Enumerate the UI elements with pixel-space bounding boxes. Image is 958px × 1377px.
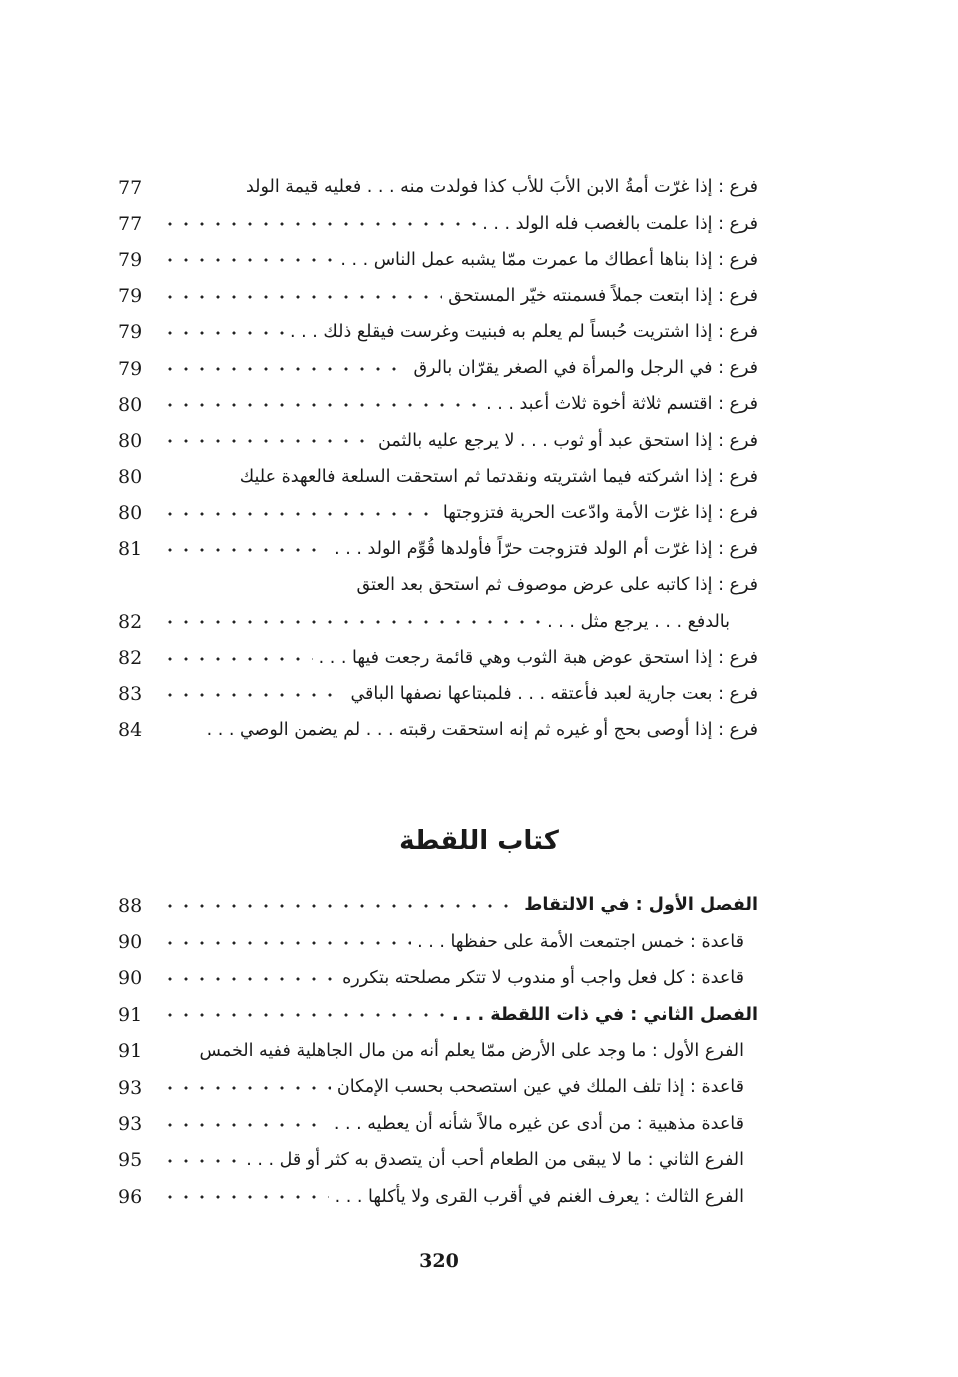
toc-entry (118, 1070, 758, 1106)
toc-entry (118, 568, 758, 604)
toc-entry (118, 924, 758, 960)
toc-page-number: 91 (118, 1040, 143, 1063)
toc-entry-text: فرع : في الرجل والمرأة في الصغر يقرّان بالرق (413, 358, 758, 379)
toc-entry-text: فرع : إذا غرّت أم الولد فتزوجت حرّاً فأولدها قُوِّم الولد . . . (334, 539, 758, 560)
toc-chapter-text: الفصل الأول : في الالتقاط (524, 895, 758, 916)
toc-entry-text: فرع : إذا اشتريت حُبساً لم يعلم به فبنيت وغرست فيقلع ذلك . . . (290, 322, 758, 343)
toc-entry (118, 640, 758, 676)
toc-page-number: 93 (118, 1113, 143, 1136)
toc-leader-dots (162, 363, 408, 375)
toc-leader-dots (162, 689, 344, 701)
toc-entry (118, 888, 758, 924)
toc-page-number: 77 (118, 212, 143, 235)
toc-entry (118, 713, 758, 749)
toc-entry (118, 387, 758, 423)
toc-entry (118, 496, 758, 532)
toc-leader-dots (162, 900, 518, 912)
toc-leader-dots (162, 1155, 240, 1167)
toc-entry (118, 1179, 758, 1215)
toc-entry (118, 961, 758, 997)
toc-entry-text: فرع : إذا استحق عبد أو ثوب . . . لا يرجع عليه بالثمن (378, 430, 758, 451)
toc-entry-text: فرع : بعت جارية لعبد فأعتقه . . . فلمبتاعها نصفها الباقي (350, 683, 758, 704)
toc-entry (118, 206, 758, 242)
toc-entry-text: قاعدة : خمس اجتمعت الأمة على حفظها . . . (417, 931, 744, 952)
toc-page-number: 80 (118, 429, 143, 452)
toc-entry-text: قاعدة : كل فعل واجب أو مندوب لا تتكر مصلحته بتكرره (342, 968, 744, 989)
toc-leader-dots (162, 291, 442, 303)
toc-entry-text: بالدفع . . . يرجع مثل . . . (547, 611, 730, 632)
toc-page-number: 91 (118, 1003, 143, 1026)
toc-entry (118, 170, 758, 206)
toc-page-number: 79 (118, 285, 143, 308)
toc-entry (118, 242, 758, 278)
toc-page-number: 96 (118, 1185, 143, 1208)
toc-leader-dots (162, 1009, 446, 1021)
toc-entry (118, 351, 758, 387)
toc-leader-dots (162, 725, 201, 737)
toc-leader-dots (162, 1119, 328, 1131)
toc-leader-dots (162, 218, 476, 230)
toc-page-number: 88 (118, 894, 143, 917)
toc-page-number: 83 (118, 683, 143, 706)
toc-leader-dots (162, 1191, 329, 1203)
toc-page-number: 80 (118, 393, 143, 416)
toc-chapter-text: الفصل الثاني : في ذات اللقطة . . . (452, 1004, 758, 1025)
toc-leader-dots (162, 973, 336, 985)
toc-leader-dots (162, 544, 328, 556)
page-number: 320 (419, 1250, 459, 1272)
toc-page-number: 80 (118, 466, 143, 489)
toc-entry (118, 997, 758, 1033)
toc-leader-dots (162, 254, 334, 266)
toc-page-number: 82 (118, 647, 143, 670)
toc-entry-text: الفرع الثالث : يعرف الغنم في أقرب القرى ولا يأكلها . . . (334, 1186, 744, 1207)
toc-leader-dots (162, 653, 313, 665)
toc-entry (118, 460, 758, 496)
toc-leader-dots (162, 435, 372, 447)
toc-entry-text: فرع : إذا كاتبه على عرض موصوف ثم استحق بعد العتق (356, 575, 758, 596)
toc-entry-text: فرع : اقتسم ثلاثة أخوة ثلاث أعبد . . . (486, 394, 758, 415)
toc-page-number: 79 (118, 248, 143, 271)
toc-leader-dots (162, 616, 541, 628)
toc-leader-dots (162, 399, 480, 411)
toc-entry (118, 1034, 758, 1070)
toc-page-number: 82 (118, 610, 143, 633)
toc-leader-dots (162, 1046, 194, 1058)
toc-page-number: 90 (118, 967, 143, 990)
toc-page-number: 84 (118, 719, 143, 742)
toc-entry-text: فرع : إذا علمت بالغصب فله الولد . . . (482, 213, 758, 234)
toc-entry (118, 1143, 758, 1179)
toc-entry-text: قاعدة : إذا تلف الملك في عين استصحب بحسب الإمكان (336, 1077, 744, 1098)
toc-page-number: 93 (118, 1076, 143, 1099)
toc-page-number: 95 (118, 1149, 143, 1172)
toc-leader-dots (162, 472, 234, 484)
toc-page-number: 90 (118, 931, 143, 954)
toc-entry (118, 532, 758, 568)
toc-entry-text: الفرع الثاني : ما لا يبقى من الطعام أحب أن يتصدق به كثر أو قل . . . (246, 1150, 744, 1171)
toc-entry-text: فرع : إذا استحق عوض هبة الثوب وهي قائمة رجعت فيها . . . (318, 647, 758, 668)
toc-entry-text: الفرع الأول : ما وجد على الأرض ممّا يعلم أنه من مال الجاهلية ففيه الخمس (199, 1041, 744, 1061)
toc-entry (118, 1106, 758, 1142)
toc-entry-text: قاعدة مذهبية : من أدى عن غيره مالاً شأنه أن يعطيه . . . (333, 1113, 744, 1134)
toc-entry (118, 604, 758, 640)
toc-page-number: 79 (118, 357, 143, 380)
toc-leader-dots (162, 182, 240, 194)
toc-entry (118, 279, 758, 315)
toc-entry (118, 423, 758, 459)
toc-page-number: 79 (118, 321, 143, 344)
toc-page-number: 80 (118, 502, 143, 525)
toc-leader-dots (162, 1082, 331, 1094)
toc-leader-dots (162, 508, 437, 520)
toc-leader-dots (162, 580, 351, 592)
toc-entry-text: فرع : إذا غرّت أمةُ الابن الأبَ للأب كذا فولدت منه . . . فعليه قيمة الولد (245, 177, 758, 198)
toc-leader-dots (162, 327, 284, 339)
toc-entry (118, 315, 758, 351)
toc-page-number: 81 (118, 538, 143, 561)
section-title: كتاب اللقطة (399, 826, 559, 856)
toc-entry-text: فرع : إذا أوصى بحج أو غيره ثم إنه استحقت رقبته . . . لم يضمن الوصي . . . (206, 720, 758, 741)
toc-page-number: 77 (118, 176, 143, 199)
toc-list-top (118, 170, 758, 749)
toc-entry-text: فرع : إذا غرّت الأمة وادّعت الحرية فتزوجتها (442, 503, 758, 524)
toc-entry-text: فرع : إذا بناها أعطاك ما عمرت ممّا يشبه عمل الناس . . . (340, 249, 758, 270)
toc-list-bottom (118, 888, 758, 1216)
toc-entry-text: فرع : إذا اشركته فيما اشتريته ونقدتما ثم استحقت السلعة فالعهدة عليك (239, 466, 758, 487)
toc-entry-text: فرع : إذا ابتعت جملاً فسمنته خيّر المستحق (448, 285, 758, 306)
toc-leader-dots (162, 937, 411, 949)
toc-entry (118, 677, 758, 713)
